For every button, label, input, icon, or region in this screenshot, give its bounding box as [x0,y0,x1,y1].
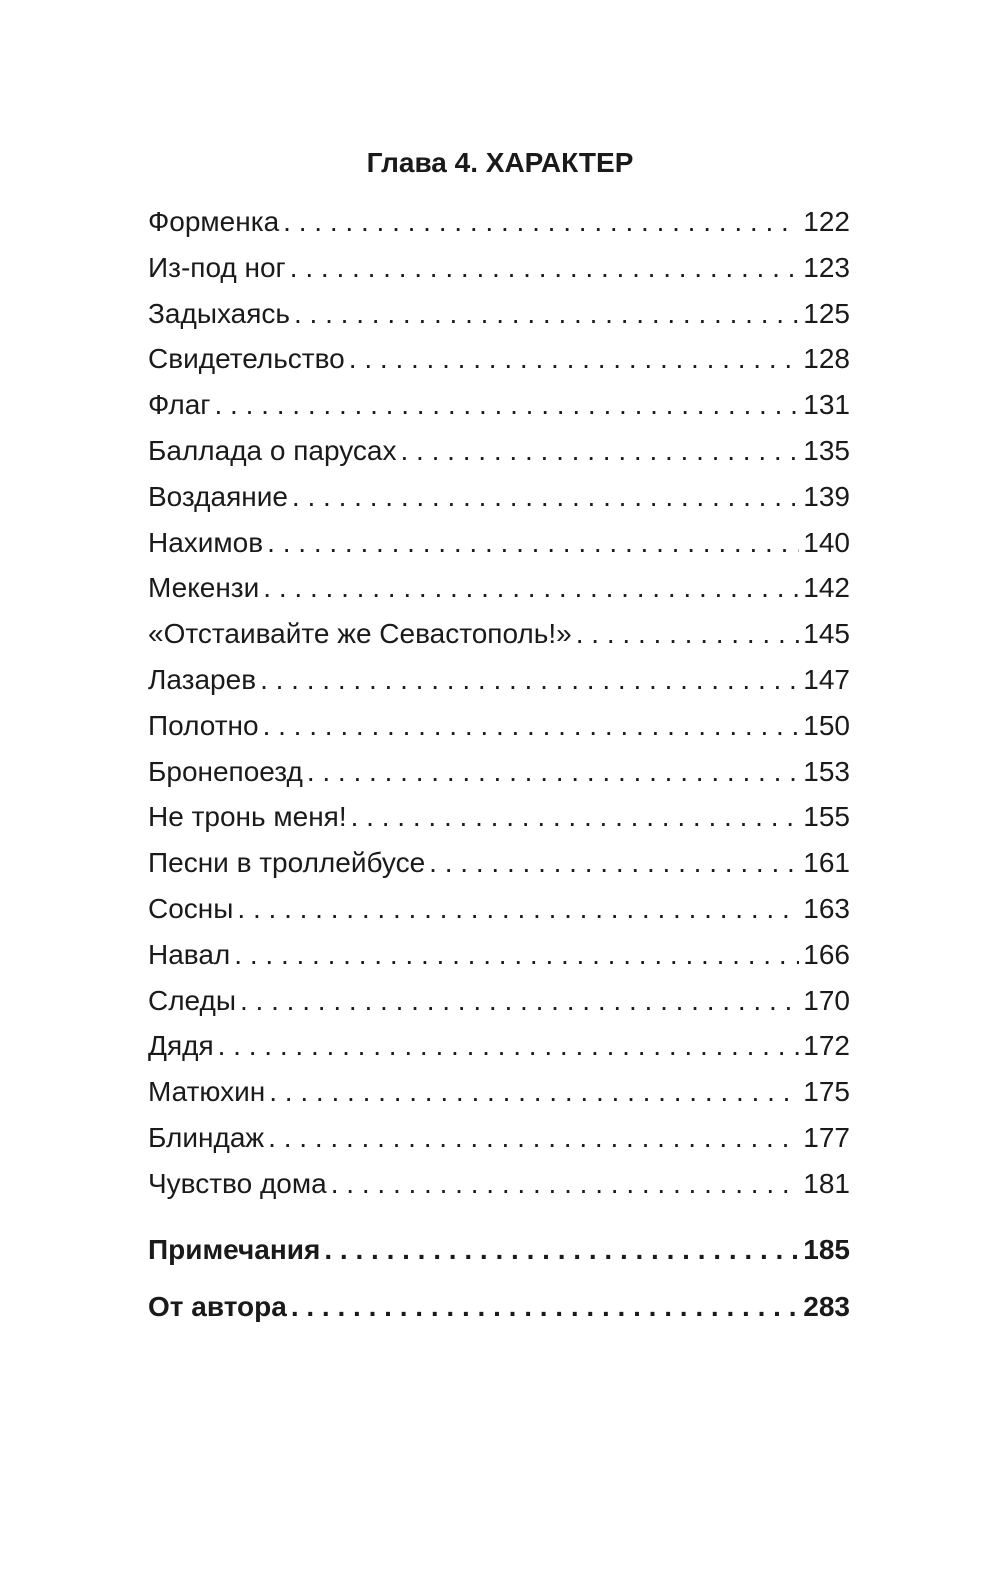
leader-dots [214,382,799,428]
toc-entry[interactable] [148,794,850,840]
toc-entry-page: 161 [803,847,850,879]
toc-entry[interactable] [148,749,850,795]
leader-dots [292,474,799,520]
toc-entry-title: Баллада о парусах [148,434,397,466]
toc-entry[interactable] [148,520,850,566]
toc-entry[interactable] [148,703,850,749]
toc-entry-notes[interactable] [148,1227,850,1284]
toc-entry-page: 181 [803,1167,850,1199]
toc-entry[interactable] [148,1023,850,1069]
toc-entry-title: Матюхин [148,1076,266,1108]
toc-entry-page: 142 [803,572,850,604]
toc-entry-page: 135 [803,434,850,466]
toc-entry-page: 140 [803,526,850,558]
leader-dots [283,199,799,245]
toc-entry-page: 163 [803,892,850,924]
leader-dots [401,428,800,474]
toc-entry-title: Не тронь меня! [148,801,347,833]
toc-entry-page: 128 [803,343,850,375]
toc-entry[interactable] [148,932,850,978]
toc-entry-page: 185 [803,1234,850,1265]
leader-dots [218,1023,800,1069]
leader-dots [268,1115,799,1161]
toc-entry-page: 145 [803,618,850,650]
toc-entry[interactable] [148,199,850,245]
toc-entry[interactable] [148,657,850,703]
leader-dots [267,520,799,566]
toc-entry-page: 170 [803,984,850,1016]
leader-dots [269,1069,799,1115]
toc-entry-page: 177 [803,1121,850,1153]
toc-entry-from-author[interactable] [148,1284,850,1341]
leader-dots [331,1161,800,1207]
toc-entry-title: Чувство дома [148,1167,327,1199]
leader-dots [291,1284,799,1329]
toc-entry-title: Форменка [148,206,280,237]
toc-entry-title: «Отстаивайте же Севастополь!» [148,618,572,650]
toc-entry[interactable] [148,245,850,291]
toc-entry[interactable] [148,291,850,337]
toc-entry-page: 122 [803,206,850,237]
toc-entry-page: 172 [803,1030,850,1062]
toc-entry-title: Воздаяние [148,480,288,512]
toc-entry-page: 175 [803,1076,850,1108]
toc-entry[interactable] [148,886,850,932]
leader-dots [351,794,800,840]
toc-entry[interactable] [148,1069,850,1115]
leader-dots [237,886,799,932]
toc-entry[interactable] [148,1161,850,1207]
toc-entry-title: Блиндаж [148,1121,265,1153]
leader-dots [349,336,800,382]
toc-entry-title: Дядя [148,1030,214,1062]
toc-entry-page: 131 [803,389,850,421]
leader-dots [260,657,799,703]
toc-entry[interactable] [148,1115,850,1161]
chapter-title: Глава 4. ХАРАКТЕР [366,147,634,178]
toc-entry[interactable] [148,428,850,474]
toc-entry-page: 147 [803,663,850,695]
toc-entry[interactable] [148,978,850,1024]
toc-entry[interactable] [148,336,850,382]
toc-entry-title: Сосны [148,892,234,924]
toc-entry-title: Лазарев [148,663,257,695]
toc-entry-title: Из-под ног [148,251,286,283]
toc-list [148,199,850,1207]
leader-dots [234,932,799,978]
leader-dots [307,749,799,795]
toc-entry[interactable] [148,611,850,657]
toc-entry-title: Мекензи [148,572,260,604]
toc-entry-title: Свидетельство [148,343,345,375]
leader-dots [263,703,800,749]
leader-dots [290,245,800,291]
leader-dots [576,611,800,657]
toc-entry-page: 283 [803,1291,850,1322]
toc-entry-title: Задыхаясь [148,297,290,329]
toc-entry[interactable] [148,840,850,886]
toc-entry-page: 153 [803,755,850,787]
toc-entry[interactable] [148,565,850,611]
toc-entry-title: Следы [148,984,236,1016]
toc-entry-page: 155 [803,801,850,833]
toc-entry-title: Флаг [148,389,211,421]
toc-entry-title: Полотно [148,709,259,741]
toc-entry-title: Навал [148,938,231,970]
toc-entry-title: Нахимов [148,526,264,558]
toc-entry-page: 150 [803,709,850,741]
leader-dots [240,978,799,1024]
toc-entry-page: 125 [803,297,850,329]
toc-entry-title: Песни в троллейбусе [148,847,426,879]
toc-entry[interactable] [148,474,850,520]
toc-entry[interactable] [148,382,850,428]
leader-dots [429,840,799,886]
toc-entry-title: От автора [148,1291,287,1322]
leader-dots [324,1227,799,1272]
toc-entry-page: 166 [803,938,850,970]
leader-dots [294,291,799,337]
back-matter-list [148,1227,850,1341]
toc-entry-title: Примечания [148,1234,321,1265]
toc-entry-page: 123 [803,251,850,283]
leader-dots [263,565,799,611]
toc-entry-page: 139 [803,480,850,512]
toc-entry-title: Бронепоезд [148,755,303,787]
